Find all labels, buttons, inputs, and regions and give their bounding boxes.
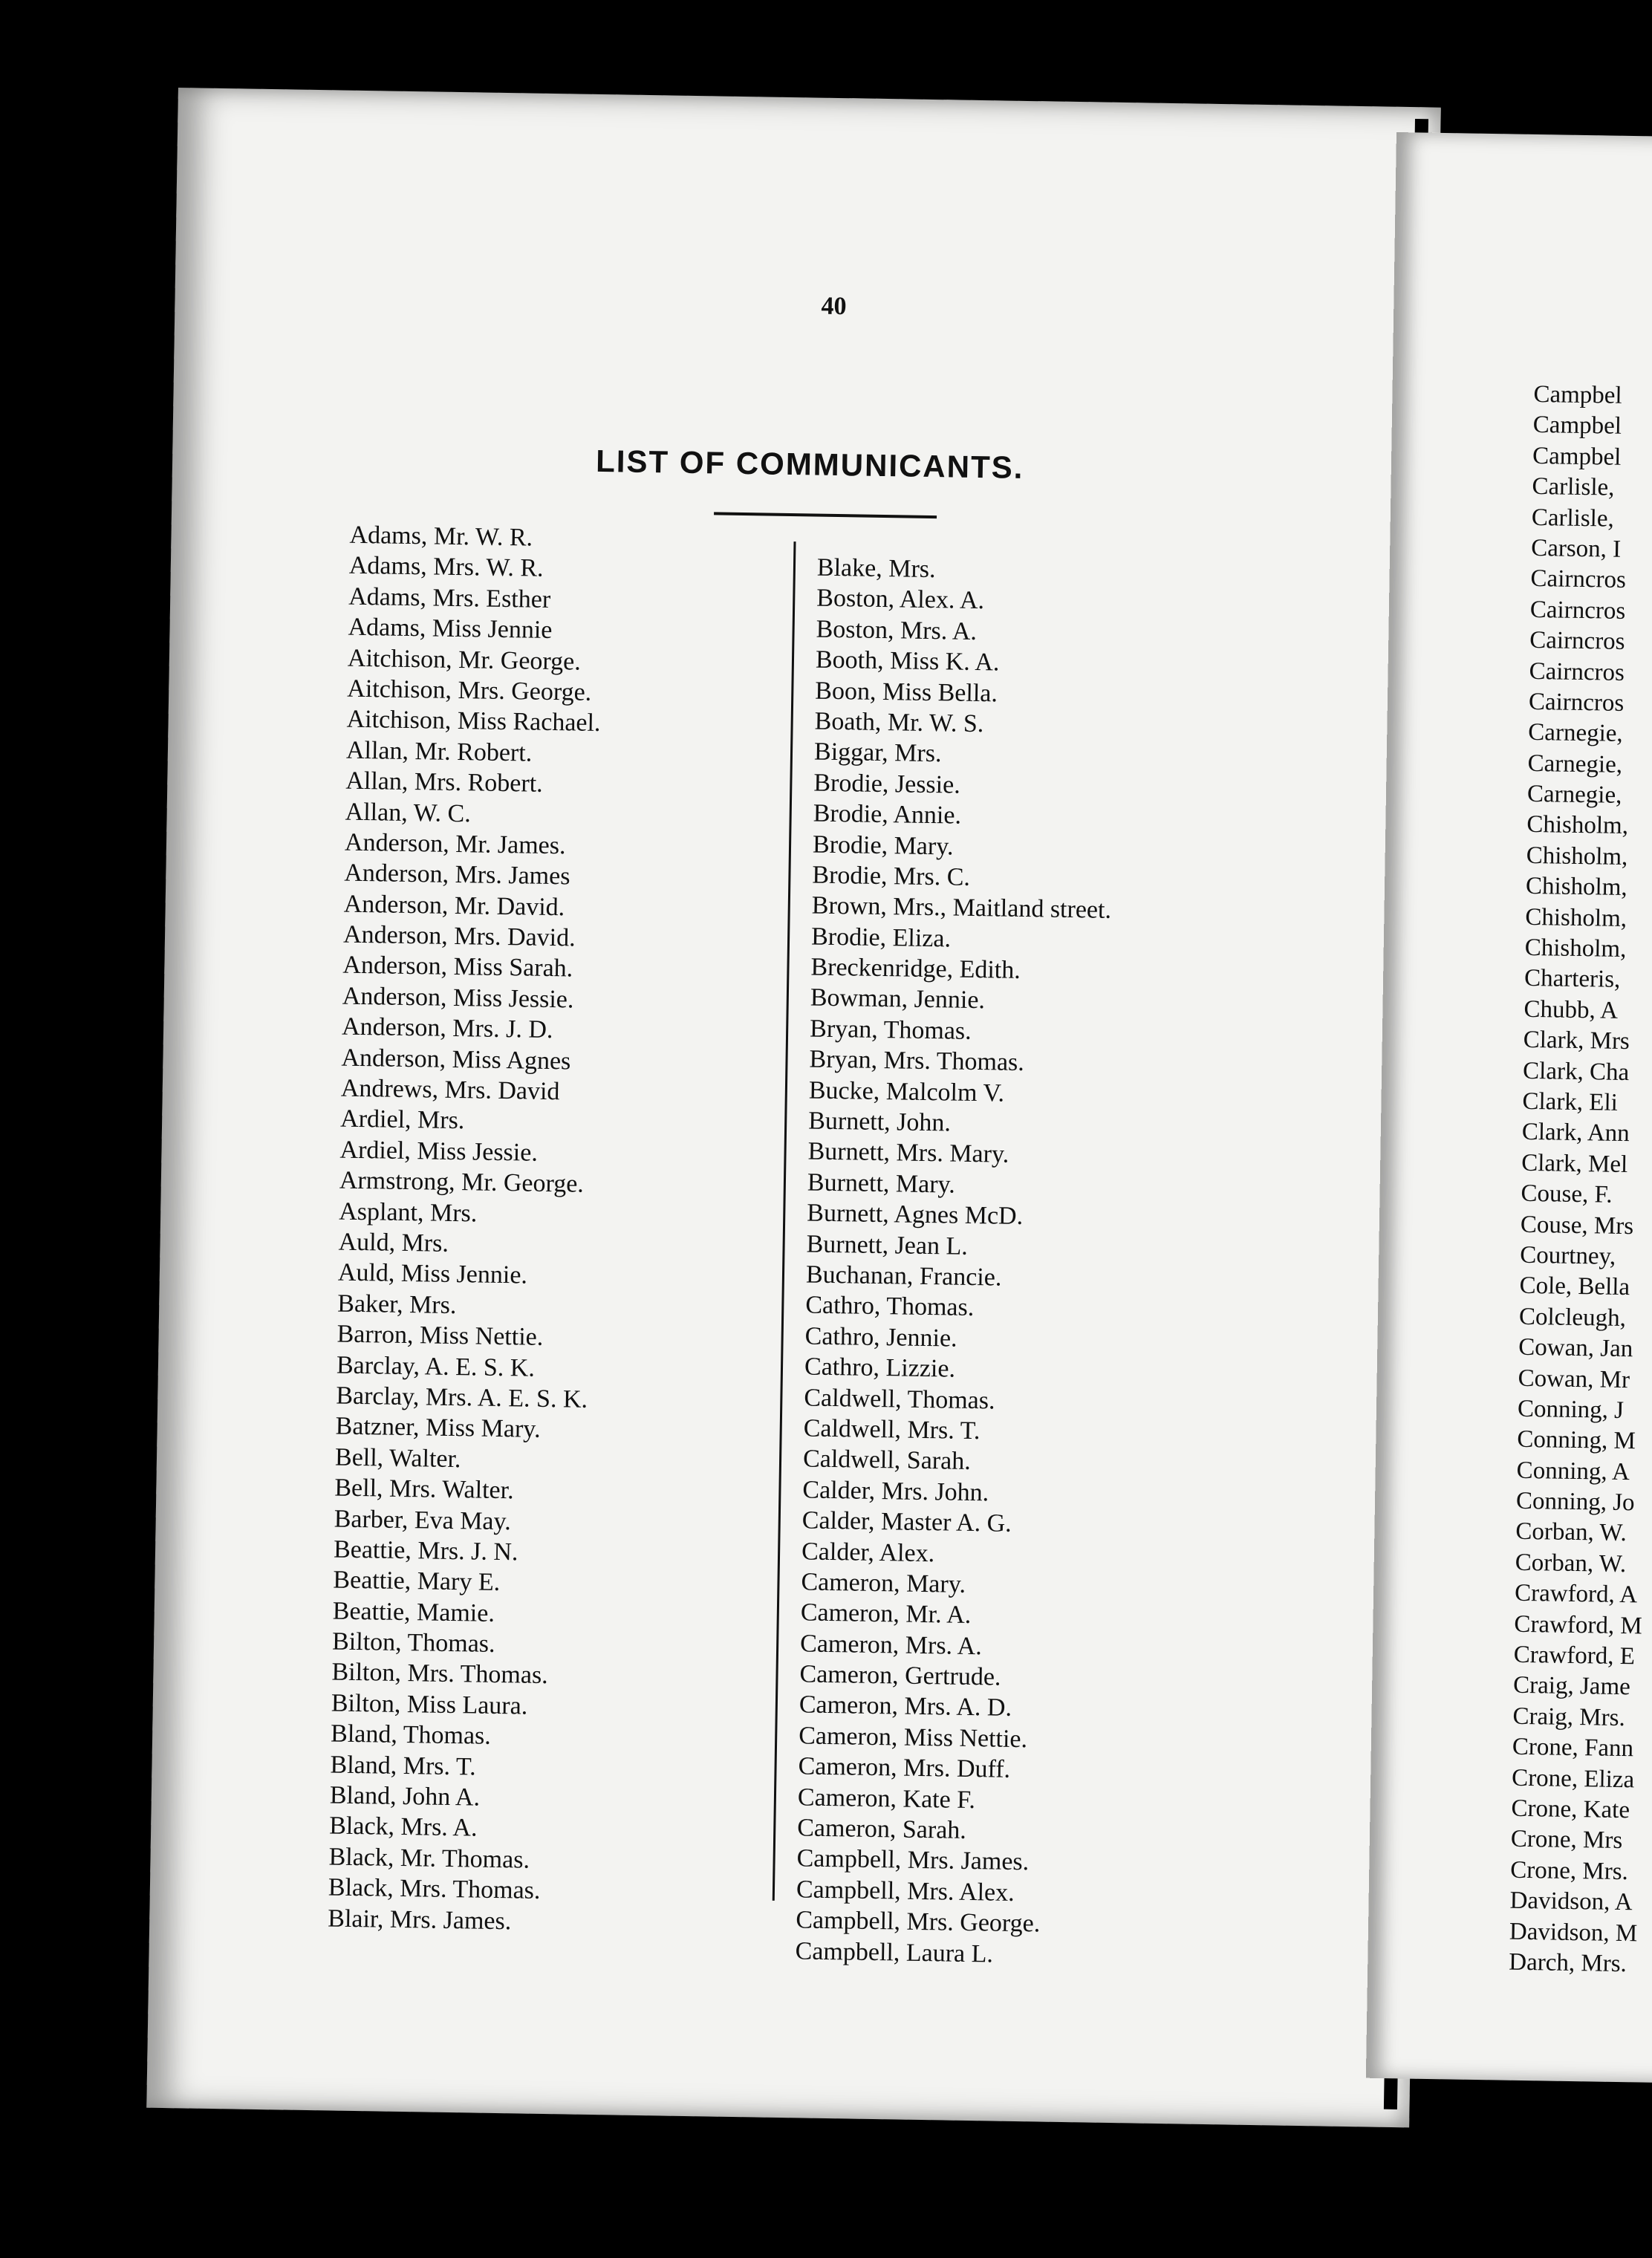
communicant-entry: Charteris, xyxy=(1523,965,1621,994)
communicant-entry: Clark, Mel xyxy=(1521,1149,1628,1178)
communicant-entry: Auld, Miss Jennie. xyxy=(337,1258,528,1289)
communicant-entry: Blair, Mrs. James. xyxy=(328,1904,512,1935)
communicant-entry: Anderson, Miss Sarah. xyxy=(342,951,573,983)
communicant-entry: Bowman, Jennie. xyxy=(810,983,986,1015)
communicant-entry: Boath, Mr. W. S. xyxy=(814,707,984,738)
communicant-entry: Armstrong, Mr. George. xyxy=(339,1166,585,1198)
heading-rule xyxy=(714,512,937,518)
communicant-entry: Corban, W. xyxy=(1515,1549,1627,1578)
communicant-entry: Cathro, Thomas. xyxy=(805,1291,975,1322)
communicant-entry: Caldwell, Sarah. xyxy=(802,1445,972,1476)
communicant-entry: Conning, J xyxy=(1517,1395,1625,1424)
communicant-entry: Brodie, Eliza. xyxy=(810,923,952,953)
communicant-entry: Boston, Mrs. A. xyxy=(816,615,978,645)
communicant-entry: Breckenridge, Edith. xyxy=(810,953,1021,985)
communicant-entry: Cameron, Mr. A. xyxy=(800,1598,972,1630)
communicant-entry: Campbell, Mrs. James. xyxy=(796,1844,1030,1876)
communicant-entry: Conning, Jo xyxy=(1515,1487,1635,1517)
communicant-entry: Bryan, Mrs. Thomas. xyxy=(809,1045,1025,1077)
column-divider xyxy=(773,541,796,1901)
communicant-entry: Cairncros xyxy=(1528,688,1625,717)
communicant-entry: Adams, Mrs. W. R. xyxy=(348,552,544,583)
communicant-entry: Aitchison, Mrs. George. xyxy=(347,674,592,706)
communicant-entry: Colcleugh, xyxy=(1518,1303,1627,1332)
communicant-entry: Brodie, Annie. xyxy=(813,799,962,830)
communicant-entry: Asplant, Mrs. xyxy=(338,1197,478,1228)
communicant-entry: Barclay, A. E. S. K. xyxy=(336,1351,536,1382)
communicant-entry: Calder, Alex. xyxy=(801,1537,935,1567)
communicant-entry: Cameron, Mary. xyxy=(801,1568,966,1598)
communicant-entry: Brown, Mrs., Maitland street. xyxy=(811,891,1112,925)
communicant-entry: Burnett, John. xyxy=(807,1107,952,1137)
communicant-entry: Courtney, xyxy=(1519,1241,1616,1270)
communicant-entry: Booth, Miss K. A. xyxy=(815,645,1000,677)
communicant-entry: Bland, Thomas. xyxy=(330,1719,492,1751)
communicant-entry: Cameron, Kate F. xyxy=(797,1783,976,1814)
communicant-entry: Conning, M xyxy=(1517,1426,1636,1455)
communicant-entry: Anderson, Mrs. David. xyxy=(342,920,576,952)
communicant-entry: Bell, Walter. xyxy=(334,1443,461,1473)
communicant-entry: Crawford, M xyxy=(1514,1610,1643,1640)
communicant-entry: Adams, Mr. W. R. xyxy=(349,521,533,552)
communicant-entry: Corban, W. xyxy=(1515,1518,1627,1547)
communicant-entry: Clark, Cha xyxy=(1522,1057,1630,1086)
communicant-entry: Brodie, Mary. xyxy=(812,830,954,861)
communicant-entry: Burnett, Jean L. xyxy=(806,1230,969,1260)
communicant-entry: Chisholm, xyxy=(1526,811,1629,840)
communicant-entry: Burnett, Agnes McD. xyxy=(807,1199,1024,1231)
communicant-entry: Adams, Miss Jennie xyxy=(348,613,553,645)
communicant-entry: Boon, Miss Bella. xyxy=(815,677,998,707)
communicant-entry: Barber, Eva May. xyxy=(334,1505,512,1535)
communicant-entry: Campbell, Mrs. Alex. xyxy=(796,1875,1015,1907)
left-page xyxy=(146,88,1441,2127)
communicant-entry: Batzner, Miss Mary. xyxy=(335,1412,541,1444)
communicant-entry: Crone, Mrs. xyxy=(1509,1856,1629,1885)
communicant-entry: Cameron, Miss Nettie. xyxy=(798,1722,1028,1754)
communicant-entry: Beattie, Mary E. xyxy=(333,1566,501,1597)
communicant-entry: Black, Mrs. A. xyxy=(328,1812,478,1843)
communicant-entry: Cameron, Mrs. A. D. xyxy=(799,1691,1012,1722)
communicant-entry: Clark, Eli xyxy=(1522,1087,1619,1116)
communicant-entry: Ardiel, Miss Jessie. xyxy=(339,1136,539,1167)
communicant-entry: Allan, Mr. Robert. xyxy=(345,736,533,767)
communicant-entry: Anderson, Mrs. James xyxy=(344,859,570,891)
page-number: 40 xyxy=(821,292,847,321)
communicant-entry: Darch, Mrs. xyxy=(1509,1948,1627,1978)
communicant-entry: Carlisle, xyxy=(1531,504,1615,533)
communicant-entry: Bland, John A. xyxy=(329,1781,481,1812)
communicant-entry: Davidson, M xyxy=(1509,1918,1638,1947)
communicant-entry: Anderson, Mrs. J. D. xyxy=(341,1012,553,1044)
communicant-entry: Barron, Miss Nettie. xyxy=(336,1320,544,1352)
communicant-entry: Bryan, Thomas. xyxy=(809,1015,972,1045)
communicant-entry: Davidson, A xyxy=(1509,1887,1633,1916)
communicant-entry: Aitchison, Miss Rachael. xyxy=(346,706,601,738)
communicant-entry: Clark, Ann xyxy=(1521,1119,1630,1148)
communicant-entry: Brodie, Jessie. xyxy=(813,769,961,799)
communicant-entry: Cole, Bella xyxy=(1519,1272,1630,1301)
communicant-entry: Allan, Mrs. Robert. xyxy=(345,767,543,798)
communicant-entry: Chisholm, xyxy=(1525,903,1627,932)
right-page xyxy=(1366,132,1652,2083)
communicant-entry: Beattie, Mrs. J. N. xyxy=(333,1535,518,1566)
page-heading: LIST OF COMMUNICANTS. xyxy=(595,443,1024,485)
communicant-entry: Couse, Mrs xyxy=(1520,1211,1634,1240)
communicant-entry: Bilton, Thomas. xyxy=(331,1627,495,1659)
communicant-entry: Blake, Mrs. xyxy=(816,553,936,584)
communicant-entry: Crawford, E xyxy=(1513,1641,1636,1670)
communicant-entry: Black, Mrs. Thomas. xyxy=(328,1873,541,1905)
communicant-entry: Anderson, Mr. James. xyxy=(344,828,566,860)
communicant-entry: Cairncros xyxy=(1529,596,1626,625)
communicant-entry: Cairncros xyxy=(1529,657,1625,686)
communicant-entry: Allan, W. C. xyxy=(345,798,472,827)
communicant-entry: Bucke, Malcolm V. xyxy=(808,1076,1005,1107)
communicant-entry: Conning, A xyxy=(1516,1457,1630,1486)
communicant-entry: Boston, Alex. A. xyxy=(816,584,985,615)
communicant-entry: Anderson, Miss Agnes xyxy=(341,1044,571,1076)
communicant-entry: Bell, Mrs. Walter. xyxy=(334,1474,514,1505)
communicant-entry: Carnegie, xyxy=(1528,719,1623,748)
communicant-entry: Crone, Eliza xyxy=(1511,1764,1635,1793)
communicant-entry: Crone, Kate xyxy=(1511,1795,1630,1824)
communicant-entry: Burnett, Mary. xyxy=(807,1168,956,1199)
communicant-entry: Carlisle, xyxy=(1532,473,1615,501)
communicant-entry: Caldwell, Thomas. xyxy=(804,1383,995,1415)
communicant-entry: Carson, I xyxy=(1530,534,1622,563)
communicant-entry: Carnegie, xyxy=(1526,780,1622,809)
communicant-entry: Chisholm, xyxy=(1526,842,1628,871)
communicant-entry: Bilton, Miss Laura. xyxy=(331,1689,528,1720)
communicant-entry: Biggar, Mrs. xyxy=(813,738,942,768)
communicant-entry: Campbell, Laura L. xyxy=(795,1936,994,1968)
communicant-entry: Beattie, Mamie. xyxy=(332,1597,495,1627)
communicant-entry: Caldwell, Mrs. T. xyxy=(803,1414,981,1445)
communicants-column-3 xyxy=(1509,380,1652,1980)
communicant-entry: Baker, Mrs. xyxy=(337,1289,457,1319)
communicant-entry: Cameron, Sarah. xyxy=(797,1814,967,1844)
communicant-entry: Calder, Mrs. John. xyxy=(802,1476,989,1507)
communicant-entry: Crawford, A xyxy=(1514,1579,1638,1609)
communicant-entry: Crone, Fann xyxy=(1512,1733,1634,1763)
communicant-entry: Auld, Mrs. xyxy=(338,1228,449,1257)
communicant-entry: Clark, Mrs xyxy=(1523,1026,1630,1055)
communicant-entry: Ardiel, Mrs. xyxy=(339,1105,465,1135)
communicant-entry: Bilton, Mrs. Thomas. xyxy=(331,1658,549,1690)
communicant-entry: Adams, Mrs. Esther xyxy=(348,582,551,614)
communicant-entry: Anderson, Miss Jessie. xyxy=(342,982,574,1014)
communicant-entry: Campbel xyxy=(1533,380,1622,409)
communicant-entry: Brodie, Mrs. C. xyxy=(812,861,971,891)
communicant-entry: Campbell, Mrs. George. xyxy=(796,1906,1041,1938)
communicant-entry: Cathro, Lizzie. xyxy=(804,1353,956,1383)
communicants-column-1 xyxy=(328,520,604,1938)
communicant-entry: Campbel xyxy=(1532,411,1622,440)
communicant-entry: Campbel xyxy=(1532,442,1622,471)
communicant-entry: Cairncros xyxy=(1530,565,1627,594)
communicant-entry: Chisholm, xyxy=(1524,934,1627,963)
communicant-entry: Cairncros xyxy=(1529,627,1625,656)
communicant-entry: Crone, Mrs xyxy=(1510,1826,1623,1855)
communicant-entry: Cowan, Jan xyxy=(1518,1333,1633,1363)
communicant-entry: Cathro, Jennie. xyxy=(804,1322,957,1353)
communicant-entry: Chubb, A xyxy=(1523,995,1619,1024)
communicants-column-2 xyxy=(795,553,1116,1971)
communicant-entry: Bland, Mrs. T. xyxy=(330,1751,476,1781)
communicant-entry: Andrews, Mrs. David xyxy=(340,1074,560,1106)
communicant-entry: Craig, Mrs. xyxy=(1512,1702,1626,1731)
communicant-entry: Buchanan, Francie. xyxy=(805,1260,1002,1292)
communicant-entry: Cameron, Gertrude. xyxy=(799,1660,1001,1691)
communicant-entry: Calder, Master A. G. xyxy=(801,1506,1012,1538)
communicant-entry: Cameron, Mrs. Duff. xyxy=(798,1752,1011,1784)
communicant-entry: Burnett, Mrs. Mary. xyxy=(807,1137,1009,1169)
communicant-entry: Aitchison, Mr. George. xyxy=(347,644,582,676)
communicant-entry: Cameron, Mrs. A. xyxy=(799,1630,983,1660)
communicant-entry: Couse, F. xyxy=(1521,1180,1613,1208)
communicant-entry: Barclay, Mrs. A. E. S. K. xyxy=(336,1382,588,1413)
communicant-entry: Black, Mr. Thomas. xyxy=(328,1843,530,1874)
communicant-entry: Craig, Jame xyxy=(1512,1672,1631,1701)
communicant-entry: Cowan, Mr xyxy=(1518,1364,1630,1393)
communicant-entry: Anderson, Mr. David. xyxy=(343,890,565,921)
communicant-entry: Carnegie, xyxy=(1527,749,1623,778)
communicant-entry: Chisholm, xyxy=(1525,873,1627,902)
